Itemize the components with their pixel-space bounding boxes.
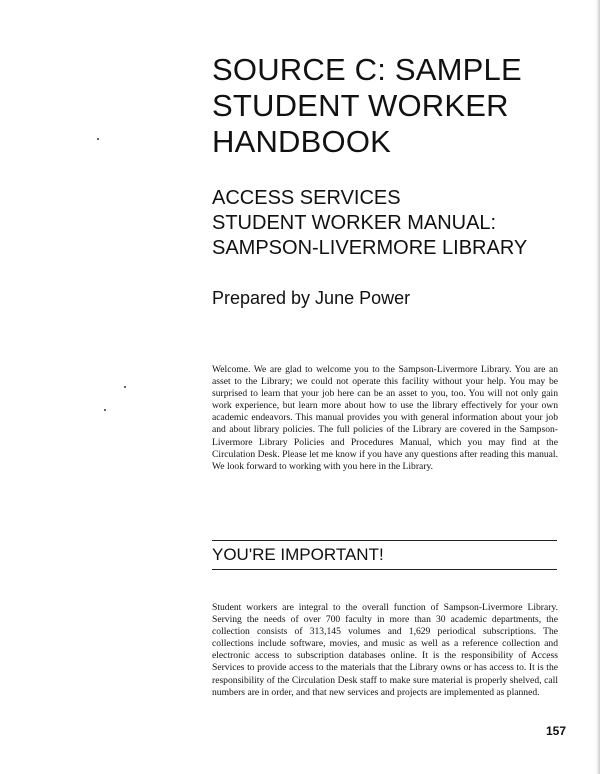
- scan-speck: [124, 386, 126, 388]
- section-paragraph: Student workers are integral to the overall function of Sampson-Livermore Library. Serving the needs of over 700 faculty in more than 30 academic departments, the collection consists of 313,145 volumes and 1,629 periodical subscriptions. The collections include software, movies, and music as well as a reference collection and electronic access to subscription databases online. It is the responsibility of Access Services to provide access to the materials that the Library owns or has access to. It is the responsibility of the Circulation Desk staff to make sure material is properly shelved, call numbers are in order, and that new services and projects are implemented as planned.: [212, 602, 558, 698]
- subtitle-line-2: STUDENT WORKER MANUAL:: [212, 212, 497, 234]
- section-rule-top: [212, 540, 557, 541]
- subtitle-line-1: ACCESS SERVICES: [212, 187, 401, 209]
- page-number: 157: [546, 724, 567, 738]
- title-line-1: SOURCE C: SAMPLE: [212, 52, 522, 87]
- document-subtitle: [212, 186, 572, 261]
- section-heading: YOU'RE IMPORTANT!: [212, 545, 384, 564]
- title-line-3: HANDBOOK: [212, 124, 392, 159]
- scan-speck: [97, 138, 99, 140]
- section-rule-bottom: [212, 569, 557, 570]
- title-line-2: STUDENT WORKER: [212, 88, 509, 123]
- document-title: [212, 52, 572, 160]
- subtitle-line-3: SAMPSON-LIVERMORE LIBRARY: [212, 237, 528, 259]
- intro-paragraph: Welcome. We are glad to welcome you to the Sampson-Livermore Library. You are an asset to the Library; we could not operate this facility without your help. You may be surprised to learn that your job here can be an asset to you, too. You will not only gain work experience, but learn more about how to use the library effectively for your own academic endeavors. This manual provides you with general information about your job and about library policies. The full policies of the Library are covered in the Sampson-Livermore Library Policies and Procedures Manual, which you may find at the Circulation Desk. Please let me know if you have any questions after reading this manual. We look forward to working with you here in the Library.: [212, 364, 558, 472]
- scan-speck: [104, 409, 106, 411]
- page-edge-shadow: [596, 0, 600, 774]
- author-line: Prepared by June Power: [212, 288, 411, 308]
